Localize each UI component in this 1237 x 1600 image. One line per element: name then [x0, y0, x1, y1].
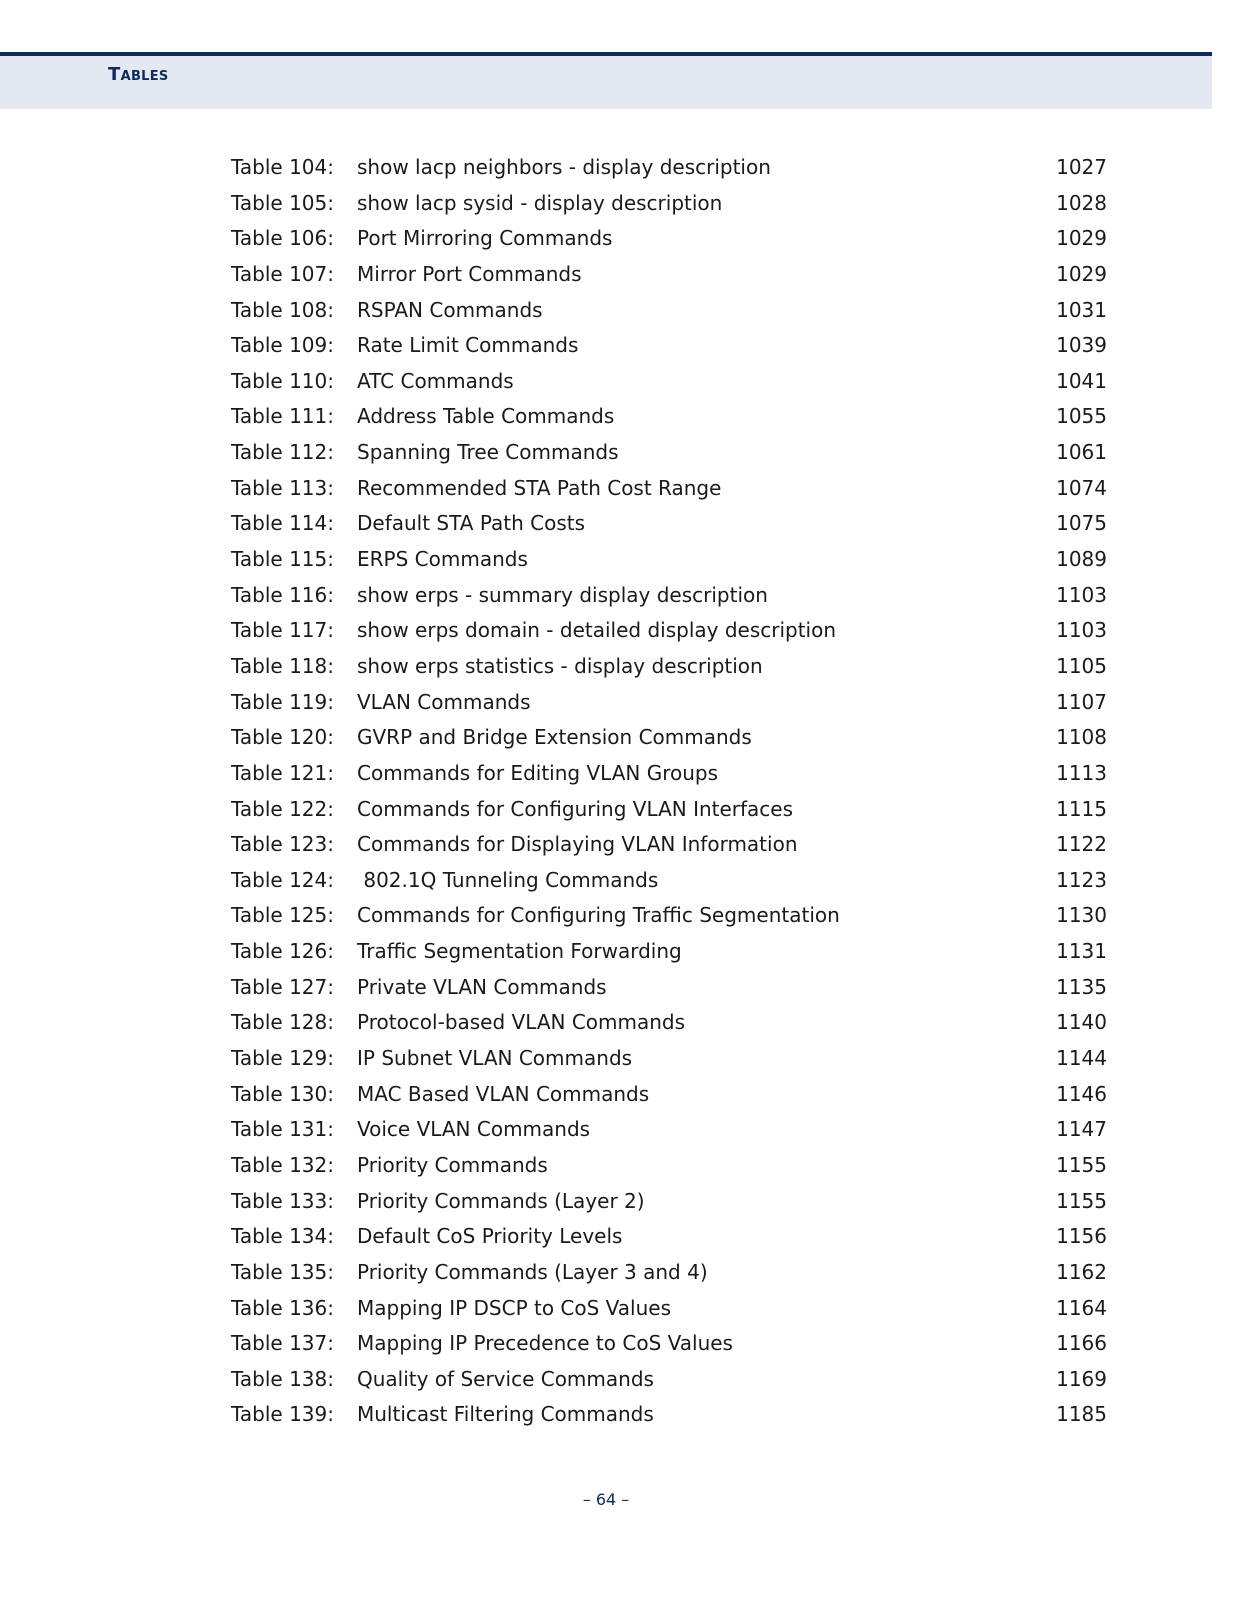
- toc-entry[interactable]: [231, 364, 1107, 400]
- toc-entry-label: Table 120:: [231, 725, 334, 750]
- toc-entry-title[interactable]: Quality of Service Commands: [357, 1366, 654, 1391]
- toc-entry-label: Table 134:: [231, 1224, 334, 1249]
- toc-entry-title[interactable]: ATC Commands: [357, 368, 514, 393]
- toc-entry[interactable]: [231, 613, 1107, 649]
- toc-entry-page[interactable]: 1041: [1056, 368, 1107, 393]
- header-band: [0, 52, 1212, 109]
- toc-entry[interactable]: [231, 1112, 1107, 1148]
- toc-entry[interactable]: [231, 1148, 1107, 1184]
- toc-entry[interactable]: [231, 720, 1107, 756]
- toc-entry[interactable]: [231, 293, 1107, 329]
- toc-entry[interactable]: [231, 1397, 1107, 1433]
- toc-entry-page[interactable]: 1055: [1056, 404, 1107, 429]
- toc-entry-title[interactable]: Default STA Path Costs: [357, 511, 586, 536]
- toc-entry[interactable]: [231, 1077, 1107, 1113]
- toc-entry-label: Table 110:: [231, 368, 334, 393]
- toc-entry[interactable]: [231, 399, 1107, 435]
- toc-entry[interactable]: [231, 934, 1107, 970]
- toc-entry-label: Table 118:: [231, 653, 334, 678]
- toc-entry[interactable]: [231, 1326, 1107, 1362]
- toc-entry-label: Table 104:: [231, 155, 334, 179]
- toc-entry-page[interactable]: 1166: [1056, 1331, 1107, 1356]
- toc-entry-label: Table 107:: [231, 261, 334, 286]
- toc-entry[interactable]: [231, 1184, 1107, 1220]
- toc-entry-title[interactable]: Mapping IP Precedence to CoS Values: [357, 1331, 733, 1356]
- toc-entry-page[interactable]: 1123: [1056, 867, 1107, 892]
- toc-entry-page[interactable]: 1029: [1056, 261, 1107, 286]
- toc-entry[interactable]: [231, 471, 1107, 507]
- toc-entry[interactable]: [231, 898, 1107, 934]
- toc-entry-label: Table 125:: [231, 903, 334, 928]
- toc-entry[interactable]: [231, 863, 1107, 899]
- toc-entry-title[interactable]: Private VLAN Commands: [357, 974, 607, 999]
- toc-entry[interactable]: [231, 1255, 1107, 1291]
- toc-entry-page[interactable]: 1164: [1056, 1295, 1107, 1320]
- section-title: Tables: [108, 64, 169, 85]
- toc-entry[interactable]: [231, 186, 1107, 222]
- toc-entry-page[interactable]: 1107: [1056, 689, 1107, 714]
- toc-entry-title[interactable]: Default CoS Priority Levels: [357, 1224, 623, 1249]
- toc-entry-title[interactable]: IP Subnet VLAN Commands: [357, 1046, 633, 1071]
- toc-entry-label: Table 137:: [231, 1331, 334, 1356]
- toc-entry-label: Table 115:: [231, 547, 334, 572]
- toc-entry-title[interactable]: show lacp neighbors - display description: [357, 155, 771, 179]
- toc-entry-page[interactable]: 1140: [1056, 1010, 1107, 1035]
- toc-entry-label: Table 105:: [231, 190, 334, 215]
- toc-entry[interactable]: [231, 970, 1107, 1006]
- toc-entry-page[interactable]: 1105: [1056, 653, 1107, 678]
- toc-entry-title[interactable]: Commands for Displaying VLAN Information: [357, 832, 798, 857]
- toc-entry[interactable]: [231, 1362, 1107, 1398]
- toc-entry[interactable]: [231, 150, 1107, 186]
- toc-entry-page[interactable]: 1146: [1056, 1081, 1107, 1106]
- toc-entry-page[interactable]: 1135: [1056, 974, 1107, 999]
- toc-entry[interactable]: [231, 685, 1107, 721]
- toc-entry[interactable]: [231, 578, 1107, 614]
- toc-entry-page[interactable]: 1155: [1056, 1188, 1107, 1213]
- toc-entry-page[interactable]: 1131: [1056, 939, 1107, 964]
- toc-entry-label: Table 132:: [231, 1152, 334, 1177]
- toc-entry-page[interactable]: 1028: [1056, 190, 1107, 215]
- toc-entry-label: Table 130:: [231, 1081, 334, 1106]
- toc-entry-label: Table 121:: [231, 760, 334, 785]
- toc-entry[interactable]: [231, 756, 1107, 792]
- toc-entry-page[interactable]: 1027: [1056, 155, 1107, 179]
- toc-entry-label: Table 138:: [231, 1366, 334, 1391]
- toc-entry-page[interactable]: 1147: [1056, 1117, 1107, 1142]
- toc-entry-page[interactable]: 1185: [1056, 1402, 1107, 1427]
- toc-entry[interactable]: [231, 1041, 1107, 1077]
- toc-entry-page[interactable]: 1103: [1056, 618, 1107, 643]
- toc-entry-page[interactable]: 1162: [1056, 1259, 1107, 1284]
- toc-entry-title[interactable]: show erps - summary display description: [357, 582, 768, 607]
- toc-entry[interactable]: [231, 328, 1107, 364]
- toc-entry-label: Table 135:: [231, 1259, 334, 1284]
- toc-entry-title[interactable]: Recommended STA Path Cost Range: [357, 475, 722, 500]
- toc-entry[interactable]: [231, 649, 1107, 685]
- toc-entry-label: Table 136:: [231, 1295, 334, 1320]
- toc-entry-label: Table 131:: [231, 1117, 334, 1142]
- toc-entry-page[interactable]: 1113: [1056, 760, 1107, 785]
- toc-entry-title[interactable]: Port Mirroring Commands: [357, 226, 613, 251]
- toc-entry-label: Table 122:: [231, 796, 334, 821]
- toc-entry[interactable]: [231, 542, 1107, 578]
- toc-entry-label: Table 117:: [231, 618, 334, 643]
- toc-entry[interactable]: [231, 506, 1107, 542]
- toc-entry[interactable]: [231, 1005, 1107, 1041]
- toc-entry-page[interactable]: 1029: [1056, 226, 1107, 251]
- toc-entry[interactable]: [231, 221, 1107, 257]
- toc-entry-label: Table 128:: [231, 1010, 334, 1035]
- toc-entry-page[interactable]: 1115: [1056, 796, 1107, 821]
- toc-entry-title[interactable]: Rate Limit Commands: [357, 333, 579, 358]
- page-number: – 64 –: [582, 1490, 630, 1509]
- toc-entry-title[interactable]: Commands for Configuring Traffic Segmentation: [357, 903, 840, 928]
- toc-entry-title[interactable]: Mirror Port Commands: [357, 261, 582, 286]
- toc-entry[interactable]: [231, 1219, 1107, 1255]
- toc-entry-title[interactable]: Priority Commands: [357, 1152, 548, 1177]
- toc-entry[interactable]: [231, 827, 1107, 863]
- toc-entry-title[interactable]: Priority Commands (Layer 3 and 4): [357, 1259, 708, 1284]
- toc-entry-label: Table 109:: [231, 333, 334, 358]
- toc-entry-title[interactable]: show erps domain - detailed display description: [357, 618, 837, 643]
- toc-entry-page[interactable]: 1155: [1056, 1152, 1107, 1177]
- toc-entry-label: Table 106:: [231, 226, 334, 251]
- toc-entry-label: Table 123:: [231, 832, 334, 857]
- toc-entry-title[interactable]: Multicast Filtering Commands: [357, 1402, 654, 1427]
- toc-entry-label: Table 111:: [231, 404, 334, 429]
- toc-entry[interactable]: [231, 1291, 1107, 1327]
- toc-entry-title[interactable]: Mapping IP DSCP to CoS Values: [357, 1295, 672, 1320]
- toc-entry-label: Table 108:: [231, 297, 334, 322]
- toc-entry-title[interactable]: MAC Based VLAN Commands: [357, 1081, 650, 1106]
- toc-entry-title[interactable]: Address Table Commands: [357, 404, 615, 429]
- toc-entry[interactable]: [231, 257, 1107, 293]
- toc-entry-page[interactable]: 1103: [1056, 582, 1107, 607]
- toc-entry-title[interactable]: Voice VLAN Commands: [357, 1117, 591, 1142]
- toc-entry-label: Table 113:: [231, 475, 334, 500]
- toc-entry-label: Table 119:: [231, 689, 334, 714]
- toc-entry-page[interactable]: 1074: [1056, 475, 1107, 500]
- toc-entry-title[interactable]: VLAN Commands: [357, 689, 531, 714]
- toc-entry-label: Table 114:: [231, 511, 334, 536]
- toc-entry-title[interactable]: Traffic Segmentation Forwarding: [357, 939, 682, 964]
- toc-entry-page[interactable]: 1156: [1056, 1224, 1107, 1249]
- table-of-contents: [231, 150, 1107, 1433]
- toc-entry-title[interactable]: Commands for Configuring VLAN Interfaces: [357, 796, 794, 821]
- toc-entry-page[interactable]: 1169: [1056, 1366, 1107, 1391]
- toc-entry-page[interactable]: 1130: [1056, 903, 1107, 928]
- toc-entry-label: Table 127:: [231, 974, 334, 999]
- toc-entry-title[interactable]: GVRP and Bridge Extension Commands: [357, 725, 752, 750]
- toc-entry-label: Table 112:: [231, 440, 334, 465]
- toc-entry-title[interactable]: Priority Commands (Layer 2): [357, 1188, 645, 1213]
- toc-entry-title[interactable]: RSPAN Commands: [357, 297, 543, 322]
- toc-entry-page[interactable]: 1122: [1056, 832, 1107, 857]
- toc-entry-title[interactable]: Protocol-based VLAN Commands: [357, 1010, 686, 1035]
- toc-entry-title[interactable]: Commands for Editing VLAN Groups: [357, 760, 719, 785]
- toc-entry-title[interactable]: show erps statistics - display description: [357, 653, 763, 678]
- toc-entry-page[interactable]: 1089: [1056, 547, 1107, 572]
- toc-entry-label: Table 126:: [231, 939, 334, 964]
- toc-entry-label: Table 139:: [231, 1402, 334, 1427]
- toc-entry-label: Table 133:: [231, 1188, 334, 1213]
- toc-entry-page[interactable]: 1031: [1056, 297, 1107, 322]
- toc-entry[interactable]: [231, 792, 1107, 828]
- toc-entry[interactable]: [231, 435, 1107, 471]
- toc-entry-label: Table 116:: [231, 582, 334, 607]
- toc-entry-title[interactable]: 802.1Q Tunneling Commands: [357, 867, 659, 892]
- toc-entry-page[interactable]: 1108: [1056, 725, 1107, 750]
- toc-entry-title[interactable]: show lacp sysid - display description: [357, 190, 723, 215]
- toc-entry-page[interactable]: 1075: [1056, 511, 1107, 536]
- toc-entry-title[interactable]: ERPS Commands: [357, 547, 528, 572]
- toc-entry-label: Table 129:: [231, 1046, 334, 1071]
- toc-entry-page[interactable]: 1061: [1056, 440, 1107, 465]
- toc-entry-page[interactable]: 1144: [1056, 1046, 1107, 1071]
- toc-entry-title[interactable]: Spanning Tree Commands: [357, 440, 619, 465]
- toc-entry-page[interactable]: 1039: [1056, 333, 1107, 358]
- toc-entry-label: Table 124:: [231, 867, 334, 892]
